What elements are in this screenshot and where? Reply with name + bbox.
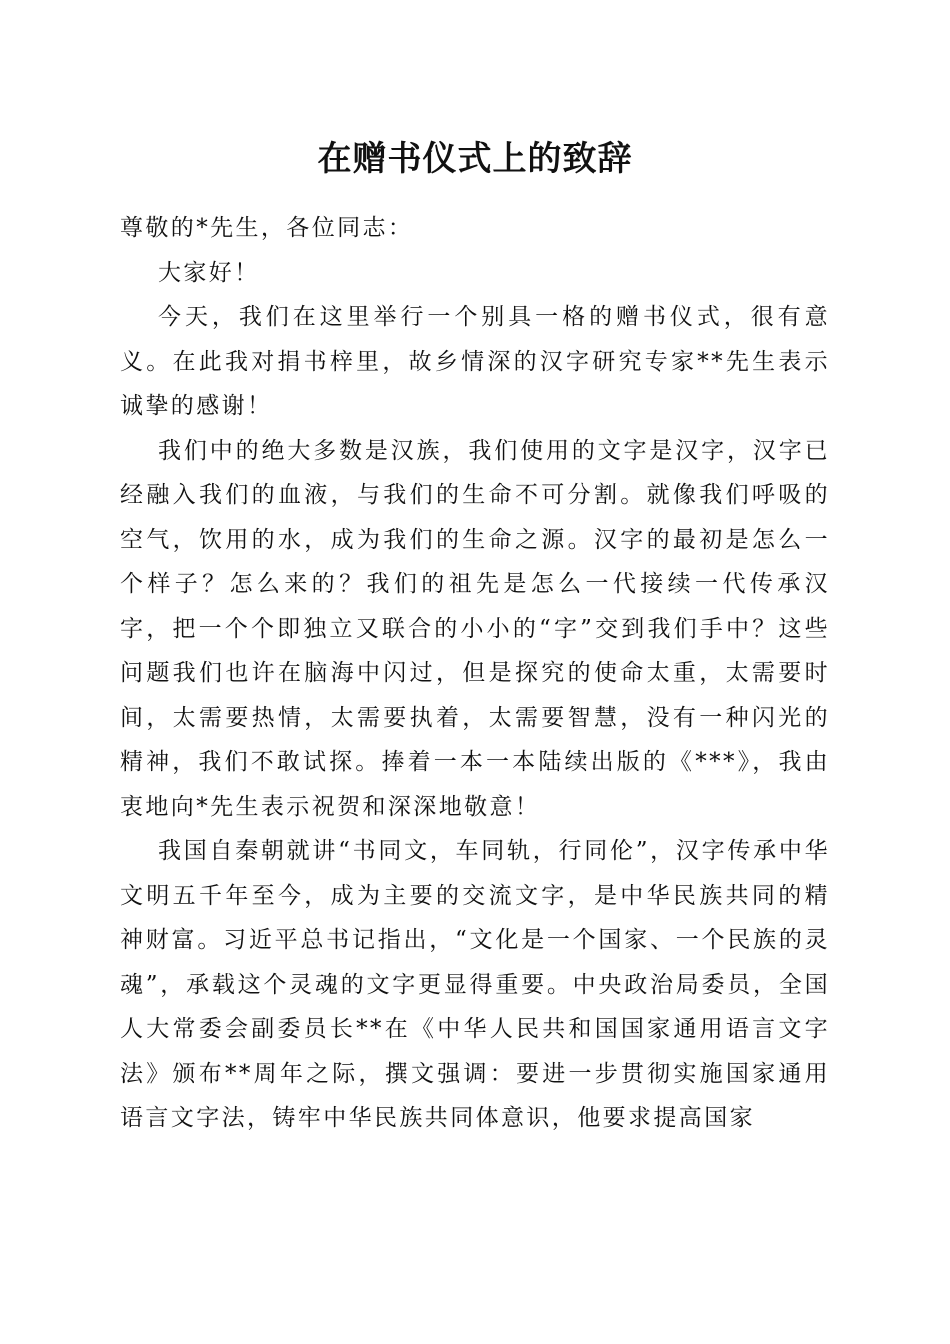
document-title: 在赠书仪式上的致辞 <box>317 139 633 179</box>
paragraph-history: 我国自秦朝就讲“书同文，车同轨，行同伦”，汉字传承中华文明五千年至今，成为主要的交流文字，是中华民族共同的精神财富。习近平总书记指出，“文化是一个国家、一个民族的灵魂”，承载这个灵魂的文字更显得重要。中央政治局委员，全国人大常委会副委员长**在《中华人民共和国国家通用语言文字法》颁布**周年之际，撰文强调：要进一步贯彻实施国家通用语言文字法，铸牢中华民族共同体意识，他要求提高国家 <box>120 838 830 1131</box>
paragraph-thanks: 今天，我们在这里举行一个别具一格的赠书仪式，很有意义。在此我对捐书梓里，故乡情深的汉字研究专家**先生表示诚挚的感谢！ <box>120 304 830 419</box>
paragraph-chinese-characters: 我们中的绝大多数是汉族，我们使用的文字是汉字，汉字已经融入我们的血液，与我们的生命不可分割。就像我们呼吸的空气，饮用的水，成为我们的生命之源。汉字的最初是怎么一个样子？怎么来的？我们的祖先是怎么一代接续一代传承汉字，把一个个即独立又联合的小小的“字”交到我们手中？这些问题我们也许在脑海中闪过，但是探究的使命太重，太需要时间，太需要热情，太需要执着，太需要智慧，没有一种闪光的精神，我们不敢试探。捧着一本一本陆续出版的《***》，我由衷地向*先生表示祝贺和深深地敬意！ <box>120 437 830 820</box>
document-body <box>120 206 830 1141</box>
paragraph-greeting: 大家好！ <box>158 259 260 286</box>
salutation: 尊敬的*先生，各位同志： <box>120 215 414 241</box>
